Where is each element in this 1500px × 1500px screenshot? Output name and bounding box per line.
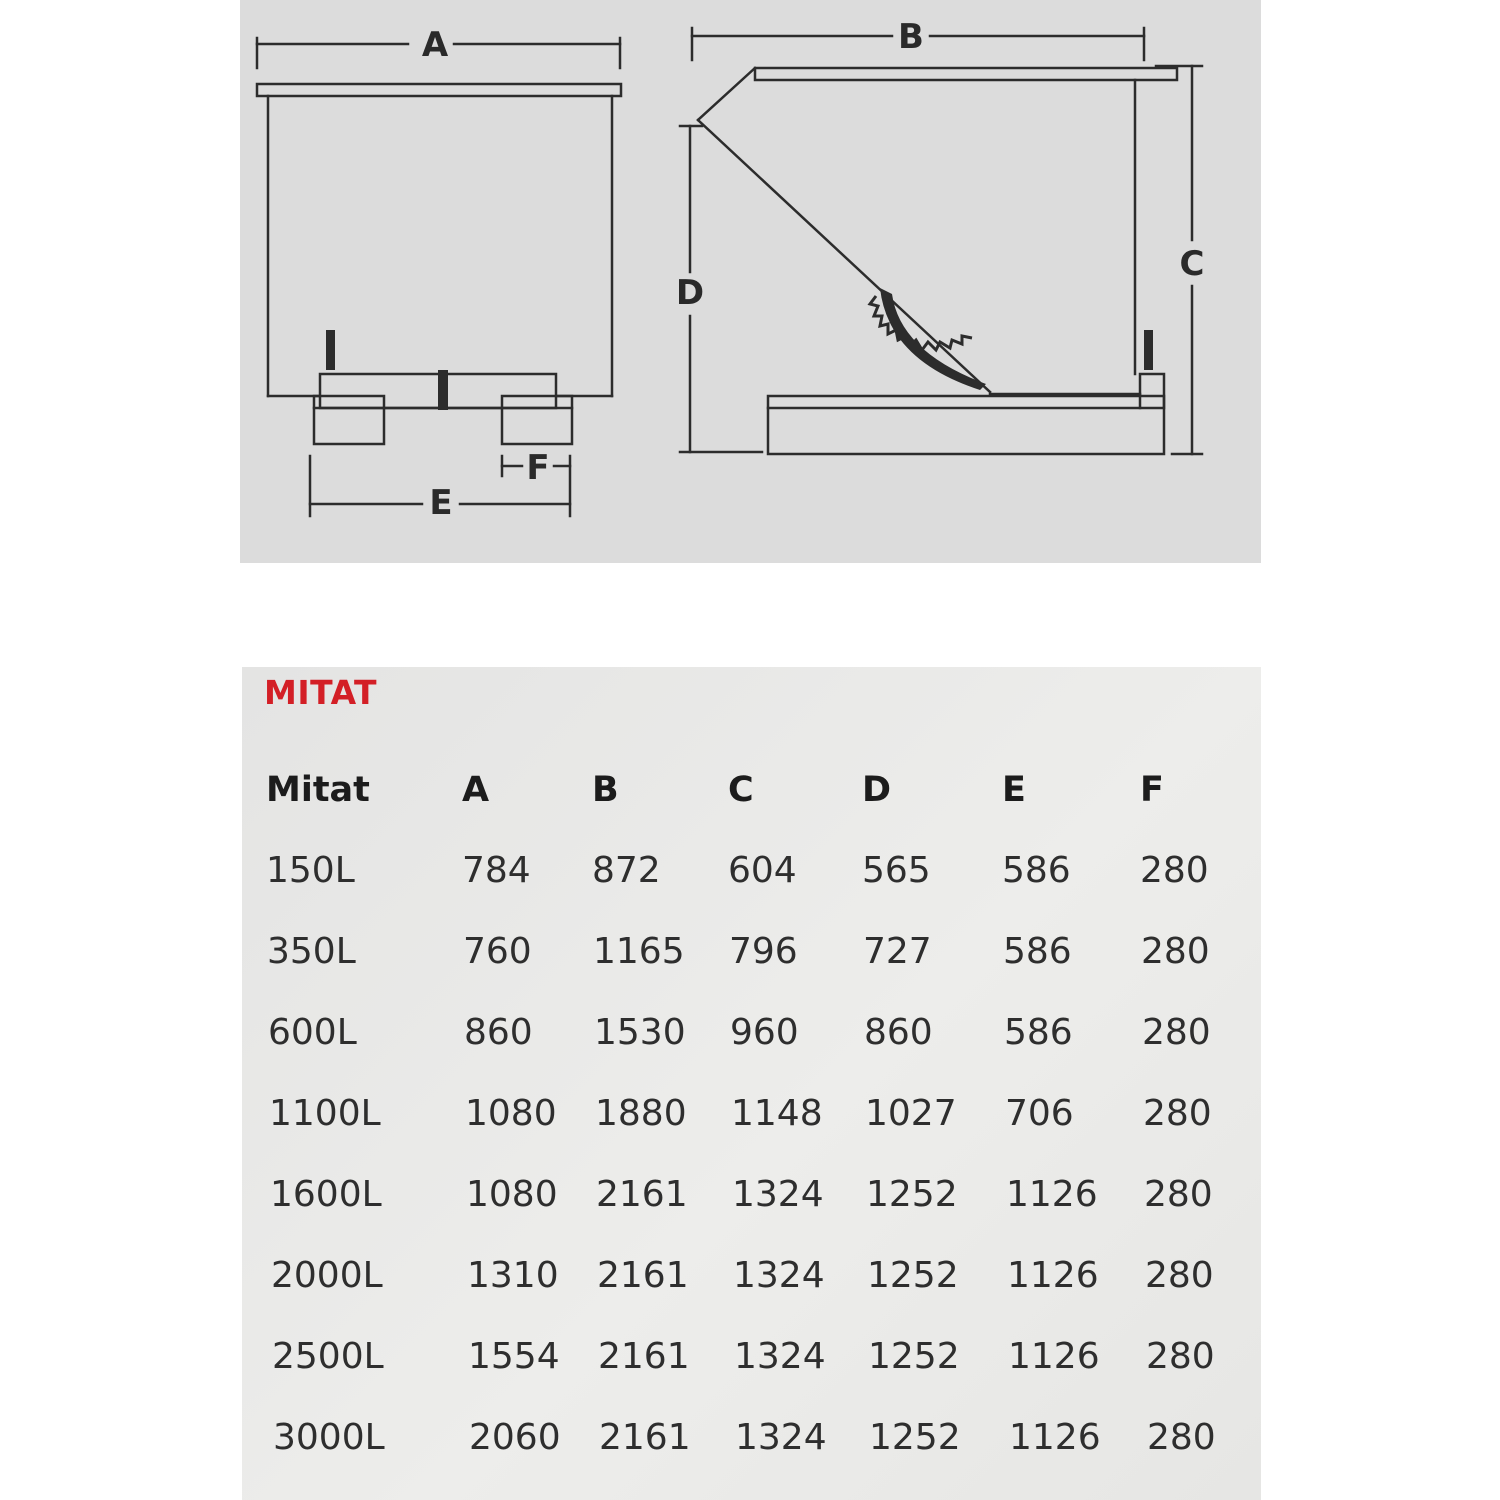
table-cell: 784 <box>462 850 531 891</box>
table-cell: 1080 <box>465 1093 557 1134</box>
table-cell: 1165 <box>593 931 685 972</box>
table-cell: 860 <box>464 1012 533 1053</box>
table-cell: 1324 <box>732 1174 824 1215</box>
table-cell: 2161 <box>598 1336 690 1377</box>
row-size-label: 150L <box>266 850 355 891</box>
column-header: B <box>592 770 619 810</box>
row-size-label: 2000L <box>271 1255 383 1296</box>
row-size-label: 2500L <box>272 1336 384 1377</box>
table-cell: 280 <box>1143 1093 1212 1134</box>
table-cell: 586 <box>1004 1012 1073 1053</box>
column-header: E <box>1002 770 1026 810</box>
row-size-label: 1600L <box>270 1174 382 1215</box>
table-cell: 1324 <box>734 1336 826 1377</box>
table-cell: 280 <box>1140 850 1209 891</box>
table-cell: 2161 <box>596 1174 688 1215</box>
row-size-label: 1100L <box>269 1093 381 1134</box>
row-size-label: 600L <box>268 1012 357 1053</box>
table-cell: 2161 <box>599 1417 691 1458</box>
dim-label-b: B <box>898 17 924 57</box>
table-cell: 565 <box>862 850 931 891</box>
table-cell: 1126 <box>1008 1336 1100 1377</box>
table-cell: 604 <box>728 850 797 891</box>
column-header: Mitat <box>266 770 370 810</box>
dimensions-table <box>242 667 1261 1500</box>
table-cell: 280 <box>1147 1417 1216 1458</box>
table-cell: 796 <box>729 931 798 972</box>
table-cell: 1252 <box>868 1336 960 1377</box>
table-cell: 1324 <box>735 1417 827 1458</box>
dim-label-c: C <box>1179 244 1205 284</box>
table-cell: 1080 <box>466 1174 558 1215</box>
table-cell: 586 <box>1003 931 1072 972</box>
table-cell: 860 <box>864 1012 933 1053</box>
table-cell: 2161 <box>597 1255 689 1296</box>
dim-label-d: D <box>675 273 705 313</box>
table-cell: 872 <box>592 850 661 891</box>
column-header: D <box>862 770 892 810</box>
table-cell: 1148 <box>731 1093 823 1134</box>
table-cell: 760 <box>463 931 532 972</box>
table-cell: 1126 <box>1006 1174 1098 1215</box>
table-cell: 280 <box>1142 1012 1211 1053</box>
dim-label-e: E <box>429 483 453 523</box>
table-cell: 727 <box>863 931 932 972</box>
container-drawing <box>240 0 1261 563</box>
table-cell: 280 <box>1144 1174 1213 1215</box>
table-cell: 2060 <box>469 1417 561 1458</box>
table-cell: 1310 <box>467 1255 559 1296</box>
table-cell: 1126 <box>1007 1255 1099 1296</box>
table-cell: 1880 <box>595 1093 687 1134</box>
table-cell: 1126 <box>1009 1417 1101 1458</box>
table-cell: 1324 <box>733 1255 825 1296</box>
table-title: MITAT <box>264 673 378 712</box>
table-cell: 706 <box>1005 1093 1074 1134</box>
table-cell: 1530 <box>594 1012 686 1053</box>
dim-label-a: A <box>421 25 449 65</box>
dim-label-f: F <box>526 448 550 488</box>
dimension-diagram <box>240 0 1261 563</box>
table-cell: 960 <box>730 1012 799 1053</box>
table-cell: 1027 <box>865 1093 957 1134</box>
column-header: F <box>1140 770 1164 810</box>
table-cell: 1554 <box>468 1336 560 1377</box>
table-cell: 1252 <box>867 1255 959 1296</box>
row-size-label: 3000L <box>273 1417 385 1458</box>
table-cell: 1252 <box>869 1417 961 1458</box>
table-cell: 280 <box>1145 1255 1214 1296</box>
table-cell: 280 <box>1146 1336 1215 1377</box>
row-size-label: 350L <box>267 931 356 972</box>
table-cell: 1252 <box>866 1174 958 1215</box>
column-header: C <box>728 770 754 810</box>
column-header: A <box>462 770 490 810</box>
table-cell: 280 <box>1141 931 1210 972</box>
table-cell: 586 <box>1002 850 1071 891</box>
